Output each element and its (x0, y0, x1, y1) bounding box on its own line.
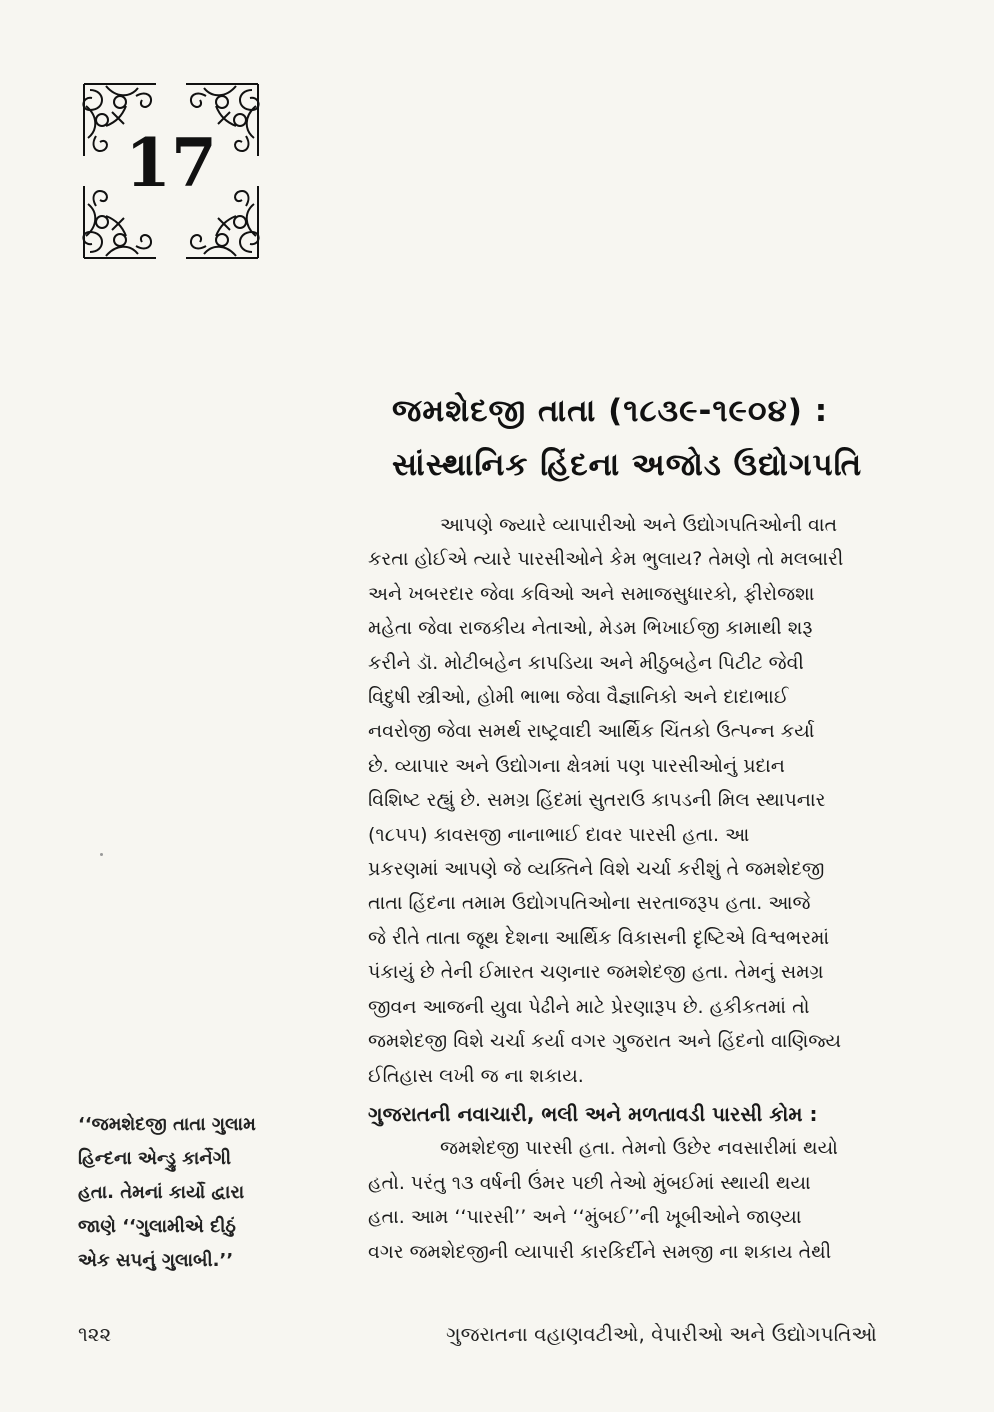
chapter-title-line-2: સાંસ્થાનિક હિંદના અજોડ ઉદ્યોગપતિ (392, 447, 863, 483)
chapter-title (392, 384, 952, 492)
quote-line: હિન્દના એન્ડ્રુ કાર્નેગી (78, 1148, 232, 1169)
running-footer-title: ગુજરાતના વહાણવટીઓ, વેપારીઓ અને ઉદ્યોગપતિઓ (446, 1322, 877, 1346)
paragraph-2 (368, 1131, 938, 1269)
quote-line: જાણે ‘‘ગુલામીએ દીઠું (78, 1216, 236, 1237)
text-line: વિદુષી સ્ત્રીઓ, હોમી ભાભા જેવા વૈજ્ઞાનિકો અને દાદાભાઈ (368, 686, 789, 709)
text-line: હતો. પરંતુ ૧૩ વર્ષની ઉંમર પછી તેઓ મુંબઈમાં સ્થાયી થયા (368, 1171, 811, 1194)
quote-line: એક સપનું ગુલાબી.’’ (78, 1250, 234, 1271)
text-line: પ્રકરણમાં આપણે જે વ્યક્તિને વિશે ચર્ચા કરીશું તે જમશેદજી (368, 858, 825, 881)
text-line: કરીને ડૉ. મોટીબહેન કાપડિયા અને મીઠુબહેન પિટીટ જેવી (368, 651, 804, 674)
text-line: વગર જમશેદજીની વ્યાપારી કારકિર્દીને સમજી ના શકાય તેથી (368, 1240, 832, 1263)
chapter-ornament-frame (76, 76, 266, 266)
paragraph-1 (368, 508, 938, 1093)
text-line: આપણે જ્યારે વ્યાપારીઓ અને ઉદ્યોગપતિઓની વાત (440, 514, 838, 536)
text-line: પંકાયું છે તેની ઈમારત ચણનાર જમશેદજી હતા. તેમનું સમગ્ર (368, 961, 824, 984)
text-line: (૧૮૫૫) કાવસજી નાનાભાઈ દાવર પારસી હતા. આ (368, 823, 750, 846)
text-line: જીવન આજની યુવા પેઢીને માટે પ્રેરણારૂપ છે. હકીકતમાં તો (368, 995, 810, 1018)
pull-quote (78, 1108, 328, 1278)
text-line: નવરોજી જેવા સમર્થ રાષ્ટ્રવાદી આર્થિક ચિંતકો ઉત્પન્ન કર્યા (368, 720, 815, 743)
text-line: છે. વ્યાપાર અને ઉદ્યોગના ક્ષેત્રમાં પણ પારસીઓનું પ્રદાન (368, 754, 785, 777)
text-line: ઈતિહાસ લખી જ ના શકાય. (368, 1064, 584, 1087)
text-line: મહેતા જેવા રાજકીય નેતાઓ, મેડમ ભિખાઈજી કામાથી શરૂ (368, 617, 813, 640)
text-line: વિશિષ્ટ રહ્યું છે. સમગ્ર હિંદમાં સુતરાઉ કાપડની મિલ સ્થાપનાર (368, 789, 826, 812)
text-line: તાતા હિંદના તમામ ઉદ્યોગપતિઓના સરતાજરૂપ હતા. આજે (368, 892, 811, 915)
text-line: કરતા હોઈએ ત્યારે પારસીઓને કેમ ભુલાય? તેમણે તો મલબારી (368, 548, 844, 571)
text-line: જમશેદજી પારસી હતા. તેમનો ઉછેર નવસારીમાં થયો (440, 1137, 838, 1160)
text-line: અને ખબરદાર જેવા કવિઓ અને સમાજસુધારકો, ફીરોજશા (368, 582, 815, 605)
page-number: ૧૨૨ (78, 1322, 112, 1346)
scan-speck (100, 853, 103, 856)
section-subheading: ગુજરાતની નવાચારી, ભલી અને મળતાવડી પારસી કોમ : (368, 1101, 818, 1126)
text-line: જમશેદજી વિશે ચર્ચા કર્યા વગર ગુજરાત અને હિંદનો વાણિજ્ય (368, 1030, 842, 1053)
text-line: હતા. આમ ‘‘પારસી’’ અને ‘‘મુંબઈ’’ની ખૂબીઓને જાણ્યા (368, 1206, 802, 1229)
quote-line: ‘‘જમશેદજી તાતા ગુલામ (78, 1114, 256, 1135)
chapter-title-line-1: જમશેદજી તાતા (૧૮૩૯-૧૯૦૪) : (392, 393, 829, 429)
body-text (368, 508, 938, 1269)
chapter-number: 17 (125, 124, 217, 202)
quote-line: હતા. તેમનાં કાર્યો દ્વારા (78, 1182, 245, 1203)
text-line: જે રીતે તાતા જૂથ દેશના આર્થિક વિકાસની દૃષ્ટિએ વિશ્વભરમાં (368, 926, 830, 949)
